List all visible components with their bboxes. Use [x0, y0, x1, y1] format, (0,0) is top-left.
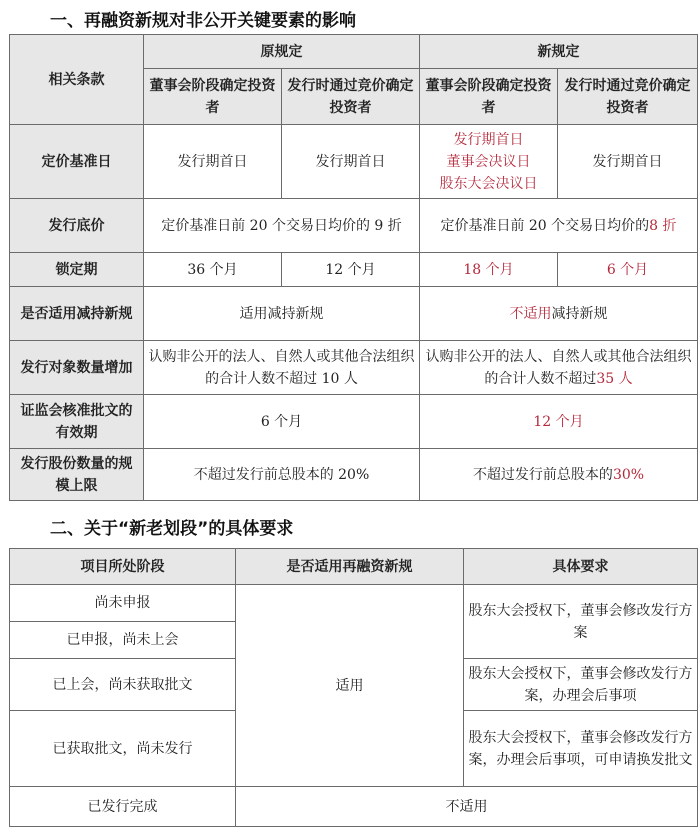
transition-requirements-table: [9, 548, 698, 827]
row-label-lockup: 锁定期: [10, 253, 144, 287]
cell-new-board: 18 个月: [420, 253, 558, 287]
header-related-clause: 相关条款: [10, 35, 144, 125]
header-old-board: 董事会阶段确定投资者: [144, 69, 282, 125]
header-new-rule: 新规定: [420, 35, 698, 69]
cell-old: 6 个月: [144, 395, 420, 449]
header-old-rule: 原规定: [144, 35, 420, 69]
line: 董事会决议日: [446, 153, 531, 170]
line: 发行期首日: [453, 131, 524, 148]
row-label-share-cap: 发行股份数量的规模上限: [10, 449, 144, 501]
text: 定价基准日前 20 个交易日均价的: [440, 217, 650, 234]
applicable-cell: 适用: [236, 585, 464, 787]
cell-old: 认购非公开的法人、自然人或其他合法组织的合计人数不超过 10 人: [144, 341, 420, 395]
text: 认购非公开的法人、自然人或其他合法组织的合计人数不超过: [425, 348, 692, 387]
cell-new: [420, 287, 698, 341]
requirement-cell: 股东大会授权下，董事会修改发行方案，办理会后事项，可申请换发批文: [464, 711, 698, 787]
row-label-investor-count: 发行对象数量增加: [10, 341, 144, 395]
row-label-approval-validity: 证监会核准批文的有效期: [10, 395, 144, 449]
stage-cell: 已申报，尚未上会: [10, 622, 236, 659]
row-label-reduction-rule: 是否适用减持新规: [10, 287, 144, 341]
cell-old-board: 36 个月: [144, 253, 282, 287]
cell-new: [420, 449, 698, 501]
stage-cell: 已获取批文，尚未发行: [10, 711, 236, 787]
header-applicable: 是否适用再融资新规: [236, 549, 464, 585]
cell-old: 不超过发行前总股本的 20%: [144, 449, 420, 501]
row-label-floor-price: 发行底价: [10, 199, 144, 253]
cell-old: 适用减持新规: [144, 287, 420, 341]
header-new-board: 董事会阶段确定投资者: [420, 69, 558, 125]
cell-old-board: 发行期首日: [144, 125, 282, 199]
regulation-comparison-table: [9, 34, 698, 501]
cell-old: 定价基准日前 20 个交易日均价的 9 折: [144, 199, 420, 253]
section-1-title: 一、再融资新规对非公开关键要素的影响: [50, 11, 356, 31]
cell-new: 12 个月: [420, 395, 698, 449]
highlight: 不适用: [509, 305, 552, 322]
cell-old-auction: 12 个月: [282, 253, 420, 287]
text: 不超过发行前总股本的: [472, 466, 613, 483]
cell-new: [420, 199, 698, 253]
requirement-cell: 股东大会授权下，董事会修改发行方案，办理会后事项: [464, 659, 698, 711]
cell-new-board: [420, 125, 558, 199]
cell-old-auction: 发行期首日: [282, 125, 420, 199]
cell-new-auction: 6 个月: [558, 253, 698, 287]
header-old-auction: 发行时通过竞价确定投资者: [282, 69, 420, 125]
line: 股东大会决议日: [439, 175, 538, 192]
highlight: 30%: [612, 466, 645, 483]
requirement-cell: 股东大会授权下，董事会修改发行方案: [464, 585, 698, 659]
section-2-title: 二、关于“新老划段”的具体要求: [50, 519, 294, 539]
header-new-auction: 发行时通过竞价确定投资者: [558, 69, 698, 125]
cell-new: [420, 341, 698, 395]
stage-cell: 已上会，尚未获取批文: [10, 659, 236, 711]
highlight: 8 折: [649, 217, 677, 234]
highlight: 35 人: [596, 370, 633, 387]
text: 减持新规: [551, 305, 608, 322]
header-requirement: 具体要求: [464, 549, 698, 585]
row-label-pricing-date: 定价基准日: [10, 125, 144, 199]
not-applicable-cell: 不适用: [236, 787, 698, 827]
cell-new-auction: 发行期首日: [558, 125, 698, 199]
header-stage: 项目所处阶段: [10, 549, 236, 585]
stage-cell: 已发行完成: [10, 787, 236, 827]
stage-cell: 尚未申报: [10, 585, 236, 622]
